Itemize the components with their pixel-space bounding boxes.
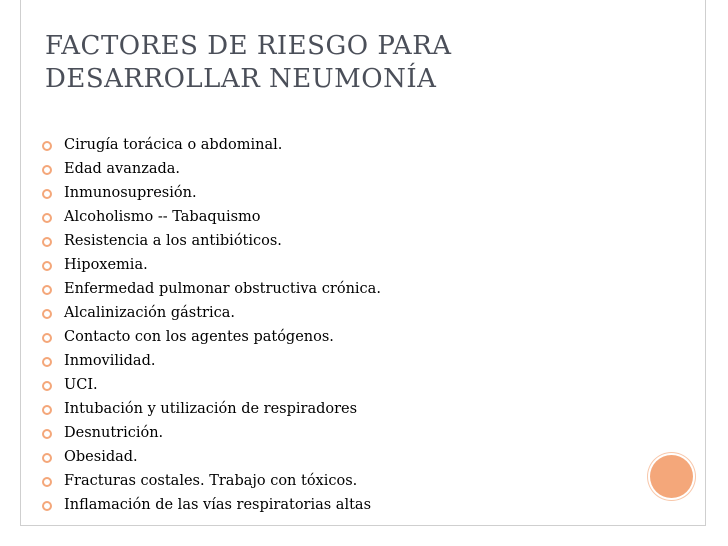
circle-bullet-icon bbox=[42, 237, 52, 247]
circle-bullet-icon bbox=[42, 189, 52, 199]
list-item-text: Fracturas costales. Trabajo con tóxicos. bbox=[64, 473, 358, 489]
list-item bbox=[42, 253, 642, 277]
list-item bbox=[42, 277, 642, 301]
circle-bullet-icon bbox=[42, 357, 52, 367]
list-item-text: Edad avanzada. bbox=[64, 161, 181, 177]
circle-bullet-icon bbox=[42, 165, 52, 175]
circle-bullet-icon bbox=[42, 213, 52, 223]
list-item-text: Contacto con los agentes patógenos. bbox=[64, 329, 334, 345]
list-item bbox=[42, 421, 642, 445]
circle-bullet-icon bbox=[42, 453, 52, 463]
list-item bbox=[42, 349, 642, 373]
list-item-text: Alcalinización gástrica. bbox=[64, 305, 235, 321]
risk-factor-list bbox=[42, 133, 642, 517]
list-item bbox=[42, 229, 642, 253]
circle-bullet-icon bbox=[42, 333, 52, 343]
list-item-text: UCI. bbox=[64, 377, 98, 393]
list-item bbox=[42, 373, 642, 397]
list-item-text: Hipoxemia. bbox=[64, 257, 148, 273]
slide-title bbox=[45, 30, 665, 96]
list-item bbox=[42, 133, 642, 157]
decorative-circle-icon bbox=[650, 455, 693, 498]
circle-bullet-icon bbox=[42, 405, 52, 415]
list-item bbox=[42, 469, 642, 493]
list-item bbox=[42, 205, 642, 229]
circle-bullet-icon bbox=[42, 141, 52, 151]
circle-bullet-icon bbox=[42, 429, 52, 439]
list-item-text: Cirugía torácica o abdominal. bbox=[64, 137, 283, 153]
list-item bbox=[42, 493, 642, 517]
list-item-text: Desnutrición. bbox=[64, 425, 164, 441]
list-item-text: Inflamación de las vías respiratorias altas bbox=[64, 497, 372, 513]
list-item bbox=[42, 397, 642, 421]
list-item bbox=[42, 157, 642, 181]
title-line-2: DESARROLLAR NEUMONÍA bbox=[45, 64, 437, 94]
list-item-text: Resistencia a los antibióticos. bbox=[64, 233, 282, 249]
list-item-text: Inmunosupresión. bbox=[64, 185, 197, 201]
list-item-text: Inmovilidad. bbox=[64, 353, 156, 369]
list-item bbox=[42, 325, 642, 349]
circle-bullet-icon bbox=[42, 501, 52, 511]
list-item-text: Alcoholismo -- Tabaquismo bbox=[64, 209, 261, 225]
list-item-text: Enfermedad pulmonar obstructiva crónica. bbox=[64, 281, 381, 297]
list-item-text: Intubación y utilización de respiradores bbox=[64, 401, 358, 417]
circle-bullet-icon bbox=[42, 477, 52, 487]
circle-bullet-icon bbox=[42, 309, 52, 319]
title-line-1: FACTORES DE RIESGO PARA bbox=[45, 31, 452, 61]
list-item bbox=[42, 301, 642, 325]
circle-bullet-icon bbox=[42, 381, 52, 391]
circle-bullet-icon bbox=[42, 285, 52, 295]
list-item bbox=[42, 181, 642, 205]
list-item-text: Obesidad. bbox=[64, 449, 138, 465]
circle-bullet-icon bbox=[42, 261, 52, 271]
list-item bbox=[42, 445, 642, 469]
